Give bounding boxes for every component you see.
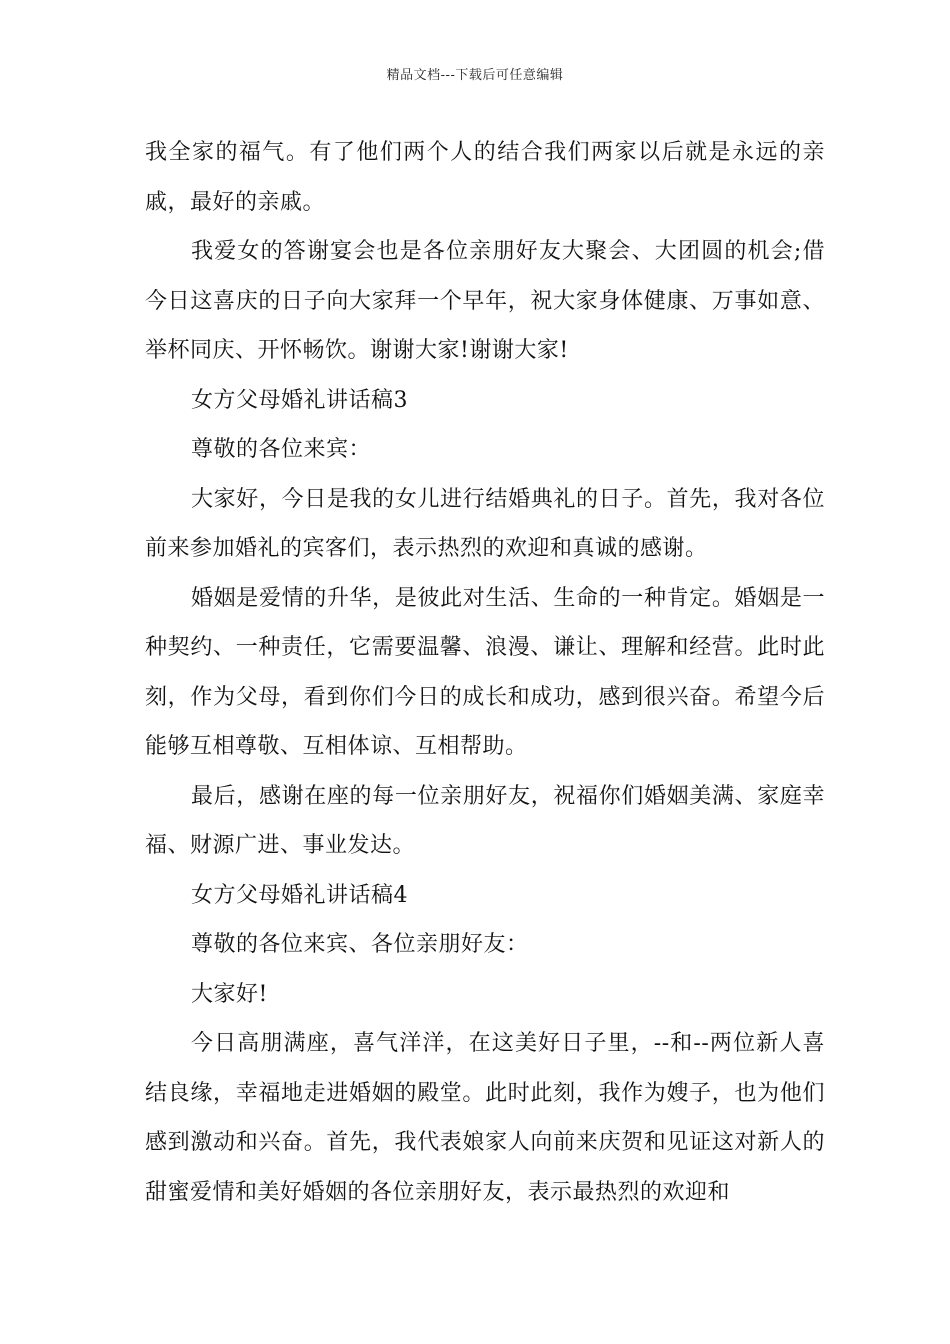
paragraph-1: 我全家的福气。有了他们两个人的结合我们两家以后就是永远的亲戚，最好的亲戚。 (145, 140, 825, 215)
salutation-4: 尊敬的各位来宾、各位亲朋好友： (191, 932, 529, 957)
paragraph-6: 今日高朋满座，喜气洋洋，在这美好日子里，--和--两位新人喜结良缘，幸福地走进婚姻的殿堂。此时此刻，我作为嫂子，也为他们感到激动和兴奋。首先，我代表娘家人向前来庆贺和见证这对新人的甜蜜爱情和美好婚姻的各位亲朋好友，表示最热烈的欢迎和 (145, 1031, 825, 1205)
paragraph-3: 大家好，今日是我的女儿进行结婚典礼的日子。首先，我对各位前来参加婚礼的宾客们，表示热烈的欢迎和真诚的感谢。 (145, 486, 825, 561)
paragraph-5: 最后，感谢在座的每一位亲朋好友，祝福你们婚姻美满、家庭幸福、财源广进、事业发达。 (145, 783, 825, 858)
section-heading-4: 女方父母婚礼讲话稿4 (191, 882, 408, 908)
paragraph-4: 婚姻是爱情的升华，是彼此对生活、生命的一种肯定。婚姻是一种契约、一种责任，它需要温馨、浪漫、谦让、理解和经营。此时此刻，作为父母，看到你们今日的成长和成功，感到很兴奋。希望今后能够互相尊敬、互相体谅、互相帮助。 (145, 585, 825, 759)
page-header: 精品文档---下载后可任意编辑 (386, 68, 564, 83)
document-body (145, 128, 825, 1217)
greeting: 大家好! (191, 981, 268, 1007)
salutation-3: 尊敬的各位来宾： (191, 437, 372, 462)
paragraph-2: 我爱女的答谢宴会也是各位亲朋好友大聚会、大团圆的机会;借今日这喜庆的日子向大家拜一个早年，祝大家身体健康、万事如意、举杯同庆、开怀畅饮。谢谢大家!谢谢大家! (145, 239, 825, 363)
section-heading-3: 女方父母婚礼讲话稿3 (191, 387, 408, 413)
